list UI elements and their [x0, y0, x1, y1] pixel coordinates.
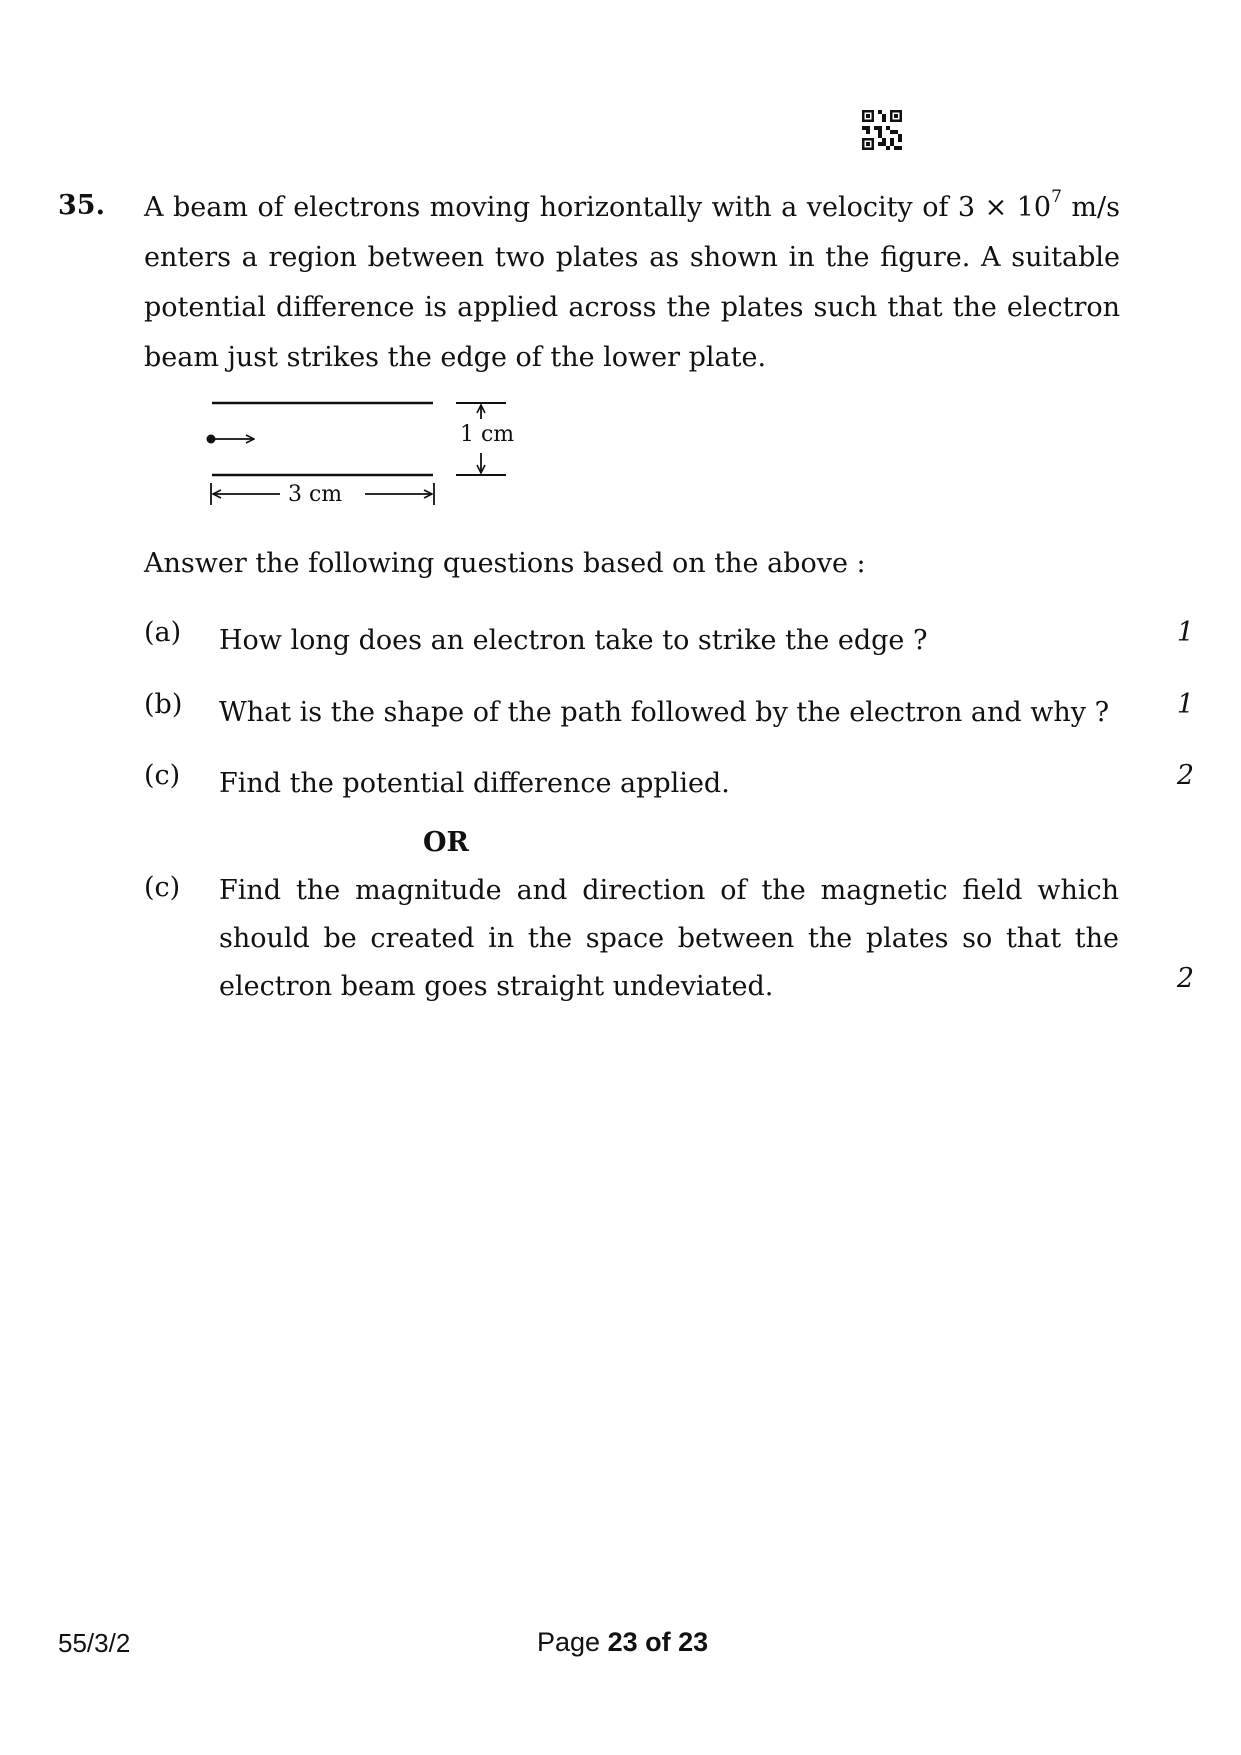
marks: 2	[1176, 963, 1194, 994]
part-label: (a)	[144, 617, 182, 648]
part-c-alternative	[144, 872, 1194, 1022]
instructions-text: Answer the following questions based on the above :	[144, 548, 866, 579]
electron-beam-arrow	[207, 435, 255, 444]
marks: 1	[1176, 617, 1194, 648]
velocity-unit: m/s	[1071, 192, 1120, 223]
qr-code	[862, 110, 902, 150]
part-text-line-2: should be created in the space between the plates so that the	[219, 923, 1119, 954]
stem-line-2: enters a region between two plates as shown in the figure. A suitable	[144, 242, 1120, 273]
part-label: (c)	[144, 872, 181, 903]
part-a	[144, 617, 1194, 657]
velocity-exponent: 7	[1051, 187, 1062, 207]
separation-dimension	[456, 403, 514, 475]
marks: 1	[1176, 689, 1194, 720]
stem-line-4: beam just strikes the edge of the lower plate.	[144, 342, 767, 373]
parallel-plates-figure	[200, 395, 540, 525]
paper-code: 55/3/2	[58, 1628, 131, 1658]
page-number: Page 23 of 23	[537, 1627, 709, 1657]
part-label: (b)	[144, 689, 183, 720]
or-separator: OR	[423, 827, 469, 858]
part-text-line-1: Find the magnitude and direction of the magnetic field which	[219, 875, 1119, 906]
part-text: Find the potential difference applied.	[219, 768, 730, 799]
part-b	[144, 689, 1194, 729]
part-text: What is the shape of the path followed by the electron and why ?	[219, 697, 1110, 728]
stem-line-3: potential difference is applied across the plates such that the electron	[144, 292, 1120, 323]
length-label: 3 cm	[288, 482, 343, 507]
part-text	[219, 867, 1119, 1011]
separation-label: 1 cm	[460, 422, 515, 447]
length-dimension	[211, 482, 434, 507]
stem-line-1: A beam of electrons moving horizontally with a velocity of $3 \times 10^7$ m/s	[144, 187, 1120, 223]
marks: 2	[1176, 760, 1194, 791]
question-stem	[144, 183, 1120, 383]
part-text: How long does an electron take to strike the edge ?	[219, 625, 928, 656]
part-c	[144, 760, 1194, 800]
question-number: 35.	[58, 190, 105, 221]
part-label: (c)	[144, 760, 181, 791]
part-text-line-3: electron beam goes straight undeviated.	[219, 971, 774, 1002]
